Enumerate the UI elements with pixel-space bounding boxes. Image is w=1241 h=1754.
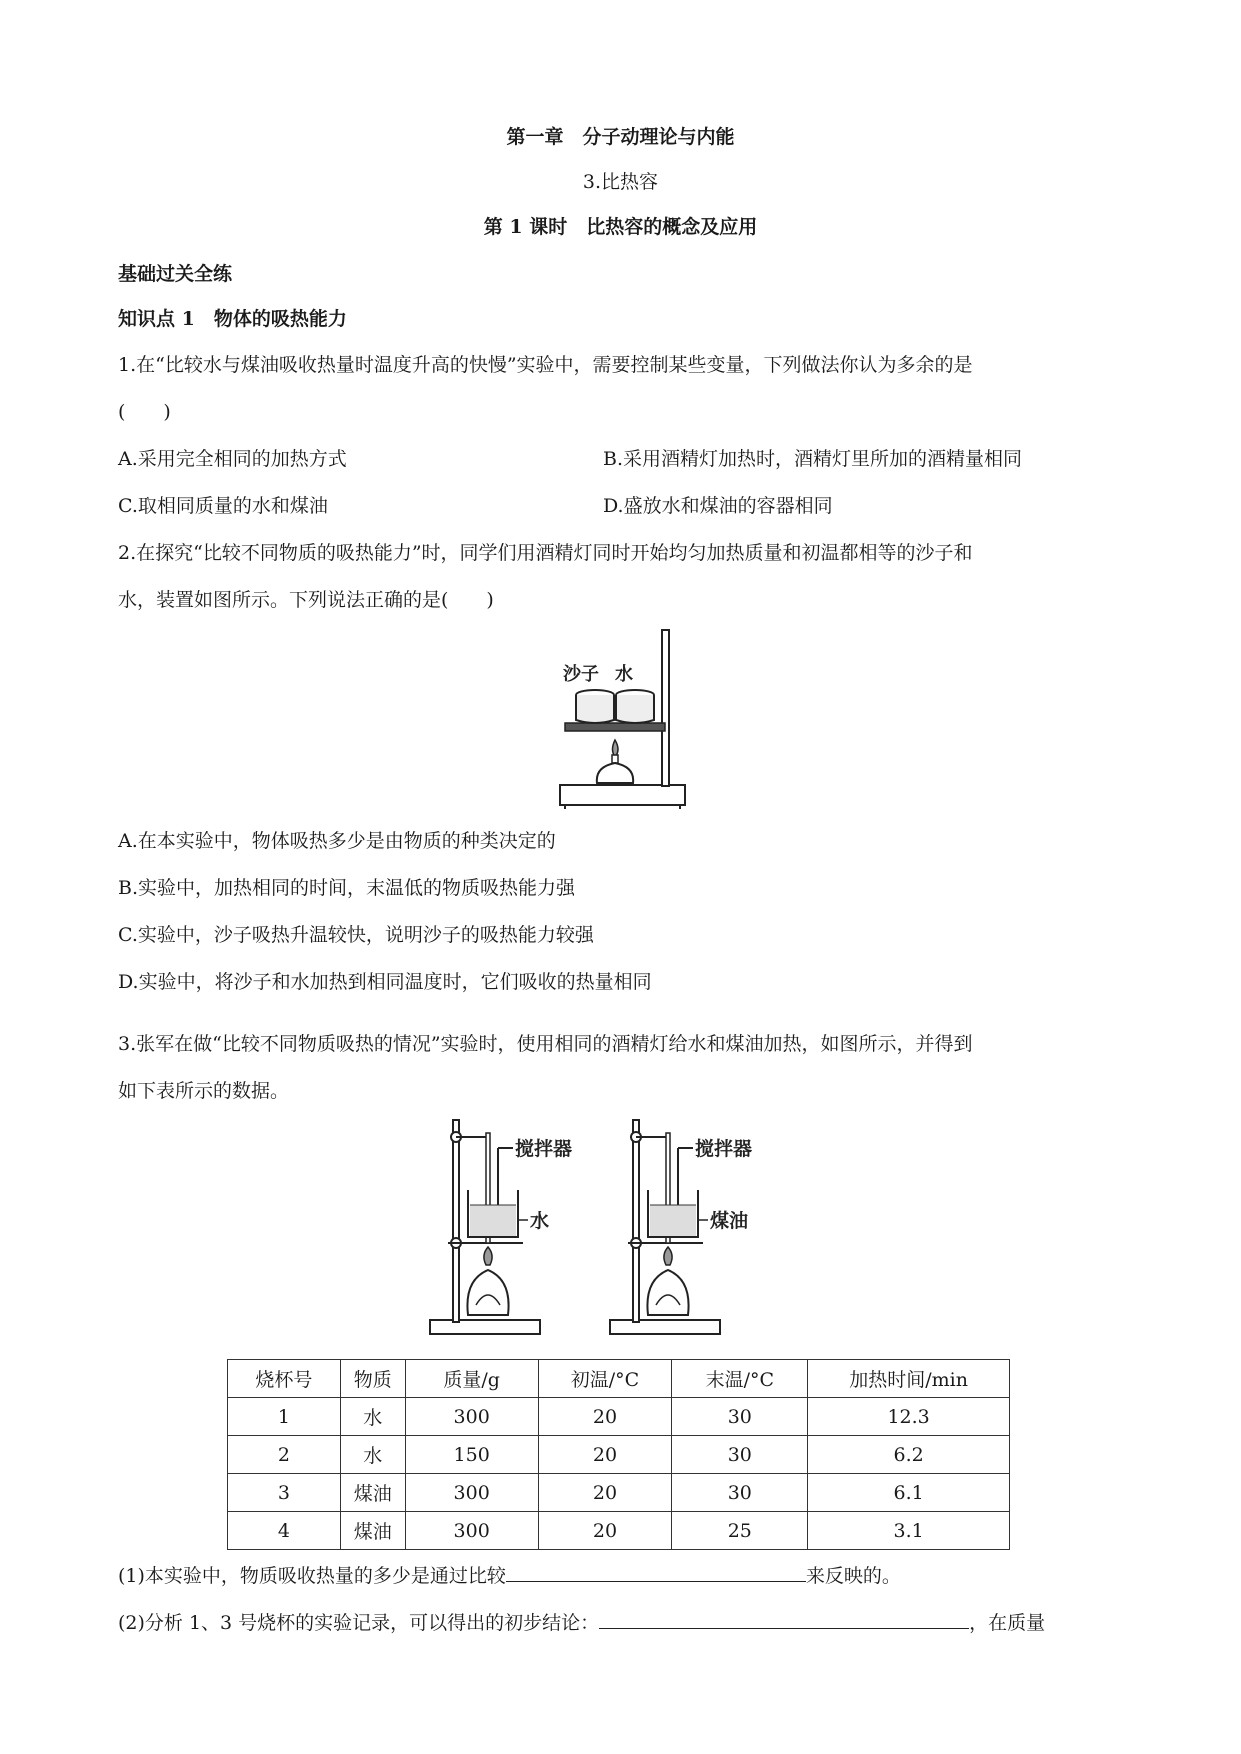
q1-option-a: A.采用完全相同的加热方式: [118, 448, 347, 470]
q1-stem: 1.在“比较水与煤油吸收热量时温度升高的快慢”实验中，需要控制某些变量，下列做法你认为多余的是: [118, 354, 973, 376]
q2-stem-line2: 水，装置如图所示。下列说法正确的是( ): [118, 589, 494, 611]
q3-sub1-text: (1)本实验中，物质吸收热量的多少是通过比较: [118, 1565, 506, 1587]
table-cell: 3: [228, 1474, 341, 1512]
table-header-row: [228, 1360, 1010, 1398]
table-header-cell: 初温/°C: [538, 1360, 672, 1398]
q2-stem-line1: 2.在探究“比较不同物质的吸热能力”时，同学们用酒精灯同时开始均匀加热质量和初温都相等的沙子和: [118, 542, 973, 564]
water-beaker-label: 水: [530, 1210, 550, 1232]
q3-stem-line1: 3.张军在做“比较不同物质吸热的情况”实验时，使用相同的酒精灯给水和煤油加热，如图所示，并得到: [118, 1033, 973, 1055]
section-title: 3.比热容: [582, 171, 659, 193]
table-cell: 4: [228, 1512, 341, 1550]
knowledge-point-title: 知识点 1 物体的吸热能力: [118, 308, 347, 330]
table-cell: 12.3: [808, 1398, 1010, 1436]
table-cell: 20: [538, 1512, 672, 1550]
table-header-cell: 烧杯号: [228, 1360, 341, 1398]
table-cell: 水: [340, 1436, 405, 1474]
table-cell: 20: [538, 1398, 672, 1436]
q3-stem-line2: 如下表所示的数据。: [118, 1080, 290, 1102]
stirrer-label-right: 搅拌器: [695, 1138, 753, 1160]
lesson-title: 第 1 课时 比热容的概念及应用: [483, 216, 758, 238]
q1-option-c: C.取相同质量的水和煤油: [118, 495, 328, 517]
table-cell: 煤油: [340, 1474, 405, 1512]
kerosene-beaker-label: 煤油: [710, 1210, 749, 1232]
q2-option-c: C.实验中，沙子吸热升温较快，说明沙子的吸热能力较强: [118, 924, 594, 946]
table-cell: 3.1: [808, 1512, 1010, 1550]
table-row: [228, 1398, 1010, 1436]
q1-answer-bracket: ( ): [118, 401, 171, 423]
table-row: [228, 1512, 1010, 1550]
table-header-cell: 加热时间/min: [808, 1360, 1010, 1398]
q3-sub1: [118, 1561, 901, 1588]
q3-sub2-answer-blank[interactable]: [599, 1608, 969, 1629]
table-cell: 6.2: [808, 1436, 1010, 1474]
q3-sub1-text-end: 来反映的。: [805, 1565, 901, 1587]
q1-option-b: B.采用酒精灯加热时，酒精灯里所加的酒精量相同: [603, 448, 1023, 470]
table-cell: 150: [405, 1436, 538, 1474]
table-cell: 300: [405, 1474, 538, 1512]
table-header-cell: 质量/g: [405, 1360, 538, 1398]
water-label: 水: [615, 664, 633, 685]
table-header-cell: 末温/°C: [672, 1360, 808, 1398]
q3-sub2-text: (2)分析 1、3 号烧杯的实验记录，可以得出的初步结论：: [118, 1612, 600, 1634]
sand-label: 沙子: [563, 664, 599, 685]
table-cell: 30: [672, 1436, 808, 1474]
table-cell: 25: [672, 1512, 808, 1550]
table-cell: 1: [228, 1398, 341, 1436]
table-header-cell: 物质: [340, 1360, 405, 1398]
q3-sub2: [118, 1608, 1045, 1635]
table-cell: 水: [340, 1398, 405, 1436]
q3-data-table: [227, 1359, 1010, 1550]
sand-water-apparatus-figure: [555, 625, 690, 810]
q2-option-d: D.实验中，将沙子和水加热到相同温度时，它们吸收的热量相同: [118, 971, 652, 993]
table-cell: 20: [538, 1474, 672, 1512]
table-cell: 30: [672, 1474, 808, 1512]
q2-option-b: B.实验中，加热相同的时间，末温低的物质吸热能力强: [118, 877, 576, 899]
table-cell: 6.1: [808, 1474, 1010, 1512]
table-cell: 煤油: [340, 1512, 405, 1550]
practice-title: 基础过关全练: [118, 263, 233, 285]
stirrer-label-left: 搅拌器: [515, 1138, 573, 1160]
q2-option-a: A.在本实验中，物体吸热多少是由物质的种类决定的: [118, 830, 556, 852]
chapter-title: 第一章 分子动理论与内能: [506, 126, 735, 148]
table-row: [228, 1474, 1010, 1512]
water-kerosene-apparatus-figure: [428, 1115, 828, 1340]
table-cell: 2: [228, 1436, 341, 1474]
table-cell: 20: [538, 1436, 672, 1474]
table-row: [228, 1436, 1010, 1474]
table-cell: 30: [672, 1398, 808, 1436]
table-cell: 300: [405, 1512, 538, 1550]
q1-option-d: D.盛放水和煤油的容器相同: [603, 495, 833, 517]
q3-sub2-text-end: ，在质量: [969, 1612, 1046, 1634]
q3-sub1-answer-blank[interactable]: [506, 1561, 806, 1582]
table-cell: 300: [405, 1398, 538, 1436]
